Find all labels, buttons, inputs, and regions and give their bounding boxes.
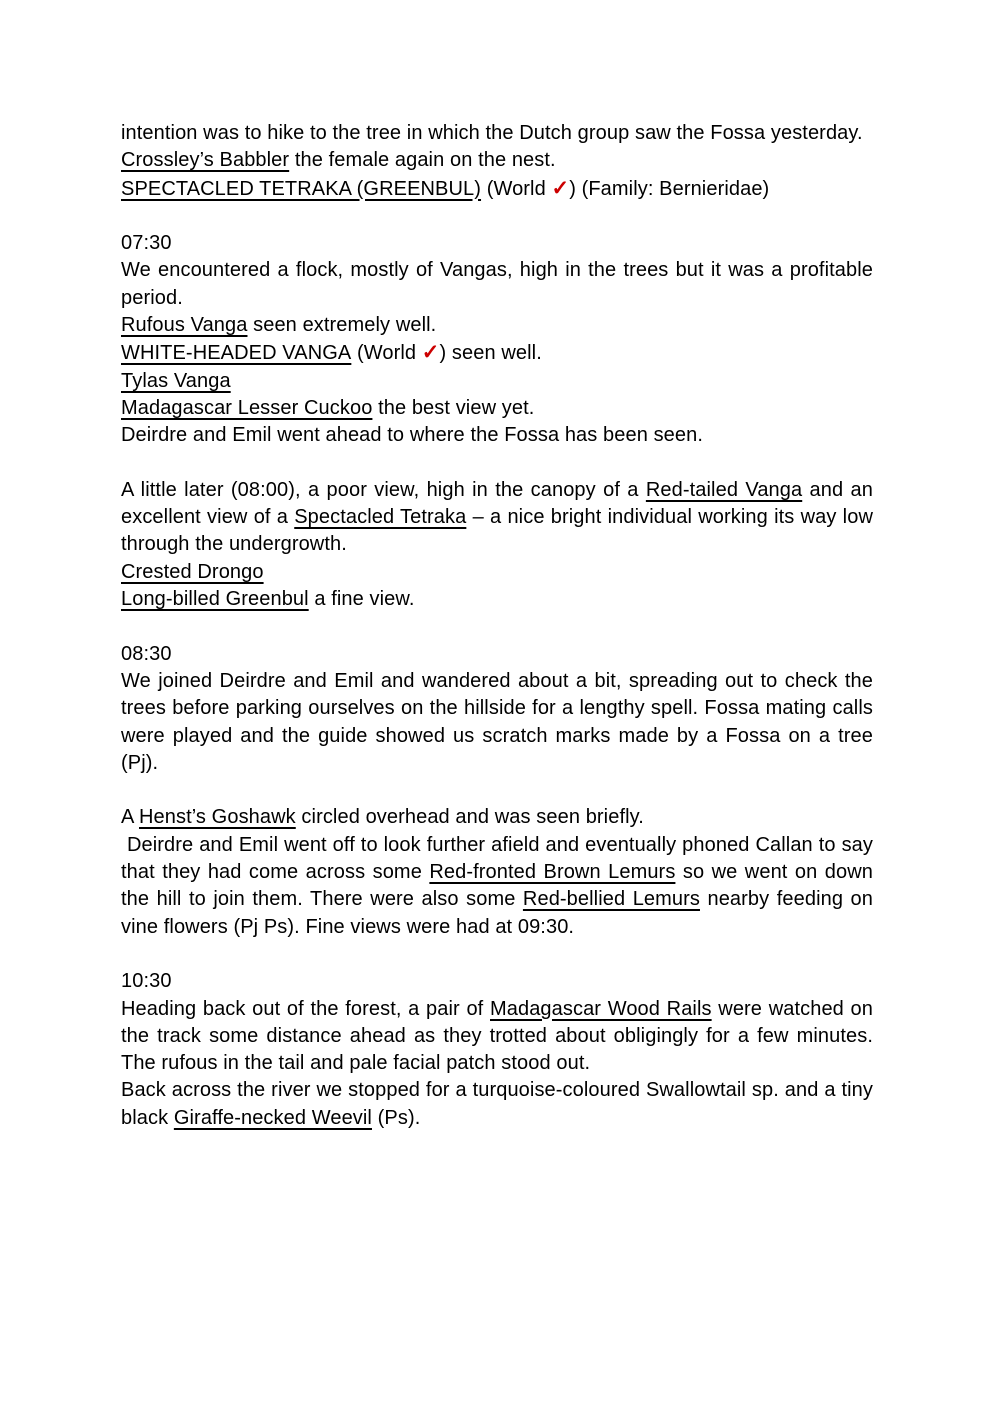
checkmark-icon: ✓ bbox=[421, 341, 440, 365]
species-name: Madagascar Wood Rails bbox=[490, 997, 712, 1020]
paragraph-lemurs bbox=[121, 832, 873, 941]
text-run: (World bbox=[351, 342, 422, 365]
sighting-rufous-vanga bbox=[121, 312, 873, 339]
species-name: Crested Drongo bbox=[121, 560, 264, 583]
text-run: (World bbox=[481, 177, 552, 200]
text-run: (Ps). bbox=[371, 1106, 421, 1129]
time-heading-0730 bbox=[121, 230, 873, 257]
text-run: Deirdre and Emil went off to look further afield and eventually phoned Callan to say that they had come across some bbox=[121, 833, 873, 884]
paragraph-0830-fossa-search bbox=[121, 668, 873, 777]
sighting-long-billed-greenbul bbox=[121, 586, 873, 613]
text-run: ) seen well. bbox=[439, 342, 542, 365]
text-run: – a nice bright individual working its way low through the undergrowth. bbox=[121, 506, 873, 556]
text-run: We joined Deirdre and Emil and wandered about a bit, spreading out to check the trees before parking ourselves on the hillside for a lengthy spell. Fossa mating calls were played and the guide showed us scratch marks made by a Fossa on a tree (Pj). bbox=[121, 669, 873, 774]
species-name: Red-fronted Brown Lemurs bbox=[429, 861, 676, 884]
text-run: Back across the river we stopped for a turquoise-coloured Swallowtail sp. and a tiny black bbox=[121, 1079, 873, 1129]
text-run: 08:30 bbox=[121, 642, 172, 665]
text-run: circled overhead and was seen briefly. bbox=[295, 806, 644, 829]
text-run: ) (Family: Bernieridae) bbox=[569, 177, 770, 200]
sighting-white-headed-vanga bbox=[121, 339, 873, 367]
text-run: were watched on the track some distance ahead as they trotted about obligingly for a few minutes. The rufous in the tail and pale facial patch stood out. bbox=[121, 997, 873, 1075]
text-run: 07:30 bbox=[121, 232, 172, 255]
text-run: Deirdre and Emil went ahead to where the Fossa has been seen. bbox=[121, 424, 703, 447]
text-run: Heading back out of the forest, a pair of bbox=[121, 997, 490, 1020]
blank-line bbox=[121, 203, 873, 230]
sighting-crested-drongo bbox=[121, 559, 873, 586]
species-heading-spectacled-tetraka bbox=[121, 175, 873, 203]
paragraph-wood-rails bbox=[121, 996, 873, 1078]
text-run: 10:30 bbox=[121, 970, 172, 993]
document-body bbox=[121, 120, 873, 1132]
text-run: nearby feeding on vine flowers (Pj Ps). Fine views were had at 09:30. bbox=[121, 888, 873, 938]
species-name: Henst’s Goshawk bbox=[139, 806, 296, 829]
time-heading-0830 bbox=[121, 641, 873, 668]
species-name: Long-billed Greenbul bbox=[121, 588, 309, 611]
text-run: the best view yet. bbox=[372, 396, 535, 419]
text-run: a fine view. bbox=[308, 588, 415, 611]
text-run: so we went on down the hill to join them. There were also some bbox=[121, 861, 873, 911]
blank-line bbox=[121, 941, 873, 968]
sighting-tylas-vanga bbox=[121, 368, 873, 395]
paragraph-intro bbox=[121, 120, 873, 147]
blank-line bbox=[121, 613, 873, 640]
species-name: SPECTACLED TETRAKA (GREENBUL) bbox=[121, 177, 482, 200]
text-run: intention was to hike to the tree in which the Dutch group saw the Fossa yesterday. bbox=[121, 122, 863, 144]
species-name: Spectacled Tetraka bbox=[294, 506, 467, 529]
text-run: the female again on the nest. bbox=[289, 149, 556, 172]
text-run: seen extremely well. bbox=[247, 314, 437, 337]
paragraph-0800-sightings bbox=[121, 477, 873, 559]
sighting-crossleys-babbler bbox=[121, 147, 873, 174]
sighting-hensts-goshawk bbox=[121, 804, 873, 831]
paragraph-vanga-flock bbox=[121, 257, 873, 312]
species-name: Giraffe-necked Weevil bbox=[173, 1106, 372, 1129]
time-heading-1030 bbox=[121, 968, 873, 995]
text-run: A little later (08:00), a poor view, high in the canopy of a bbox=[121, 478, 646, 501]
blank-line bbox=[121, 777, 873, 804]
species-name: WHITE-HEADED VANGA bbox=[121, 342, 352, 365]
checkmark-icon: ✓ bbox=[551, 176, 570, 200]
species-name: Red-bellied Lemurs bbox=[522, 888, 700, 911]
sighting-madagascar-lesser-cuckoo bbox=[121, 395, 873, 422]
species-name: Madagascar Lesser Cuckoo bbox=[121, 396, 373, 419]
paragraph-swallowtail-weevil bbox=[121, 1077, 873, 1132]
species-name: Red-tailed Vanga bbox=[645, 478, 803, 501]
text-run: We encountered a flock, mostly of Vangas, high in the trees but it was a profitable period. bbox=[121, 259, 873, 309]
species-name: Rufous Vanga bbox=[121, 314, 248, 337]
species-name: Tylas Vanga bbox=[121, 369, 231, 392]
blank-line bbox=[121, 450, 873, 477]
text-run: A bbox=[121, 806, 139, 829]
text-run: and an excellent view of a bbox=[121, 478, 874, 529]
species-name: Crossley’s Babbler bbox=[121, 149, 290, 172]
paragraph-deirdre-emil-ahead bbox=[121, 422, 873, 449]
